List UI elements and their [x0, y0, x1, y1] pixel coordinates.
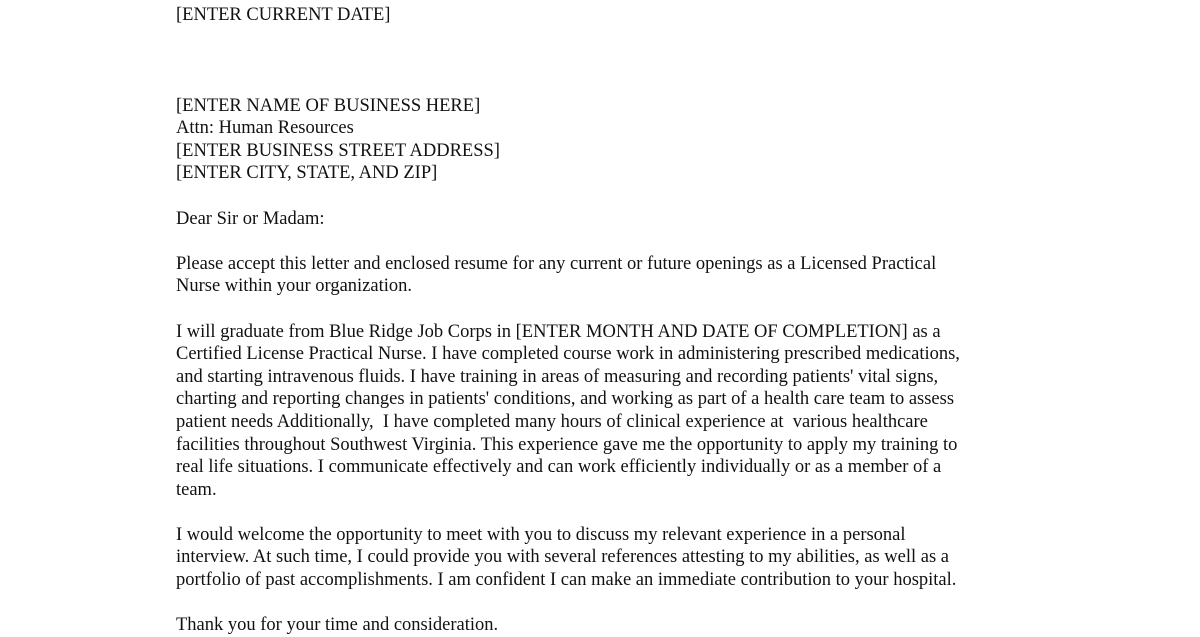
paragraph-line: team.: [176, 479, 217, 500]
spacer: [176, 501, 1036, 524]
paragraph-line: I would welcome the opportunity to meet with you to discuss my relevant experience in a personal: [176, 524, 906, 545]
paragraph-qualifications: [176, 321, 1036, 502]
spacer: [176, 230, 1036, 253]
paragraph-line: Certified License Practical Nurse. I have completed course work in administering prescribed medications,: [176, 344, 960, 365]
recipient-attention: Attn: Human Resources: [176, 118, 354, 139]
salutation: Dear Sir or Madam:: [176, 208, 325, 229]
paragraph-intro: [176, 253, 1036, 298]
spacer: [176, 185, 1036, 208]
recipient-business-name: [ENTER NAME OF BUSINESS HERE]: [176, 95, 481, 116]
recipient-street-address: [ENTER BUSINESS STREET ADDRESS]: [176, 140, 500, 161]
spacer: [176, 27, 1036, 95]
paragraph-line: portfolio of past accomplishments. I am confident I can make an immediate contribution to your hospital.: [176, 570, 957, 591]
paragraph-line: facilities throughout Southwest Virginia. This experience gave me the opportunity to apply my training to: [176, 434, 958, 455]
spacer: [176, 592, 1036, 615]
paragraph-line: Please accept this letter and enclosed resume for any current or future openings as a Licensed Practical: [176, 253, 937, 274]
recipient-address-block: [176, 95, 1036, 185]
paragraph-line: and starting intravenous fluids. I have training in areas of measuring and recording patients' vital signs,: [176, 366, 939, 387]
paragraph-interview: [176, 524, 1036, 592]
paragraph-line: patient needs Additionally, I have completed many hours of clinical experience at various healthcare: [176, 411, 928, 432]
paragraph-line: I will graduate from Blue Ridge Job Corps in [ENTER MONTH AND DATE OF COMPLETION] as a: [176, 321, 941, 342]
cover-letter: [176, 4, 1036, 637]
recipient-city-state-zip: [ENTER CITY, STATE, AND ZIP]: [176, 163, 438, 184]
paragraph-line: interview. At such time, I could provide you with several references attesting to my abilities, as well as a: [176, 547, 950, 568]
paragraph-line: charting and reporting changes in patients' conditions, and working as part of a health care team to assess: [176, 389, 955, 410]
paragraph-line: Nurse within your organization.: [176, 276, 413, 297]
closing-line: Thank you for your time and consideration.: [176, 615, 499, 636]
paragraph-line: real life situations. I communicate effectively and can work efficiently individually or as a member of a: [176, 457, 942, 478]
letter-date: [ENTER CURRENT DATE]: [176, 5, 391, 25]
spacer: [176, 298, 1036, 321]
